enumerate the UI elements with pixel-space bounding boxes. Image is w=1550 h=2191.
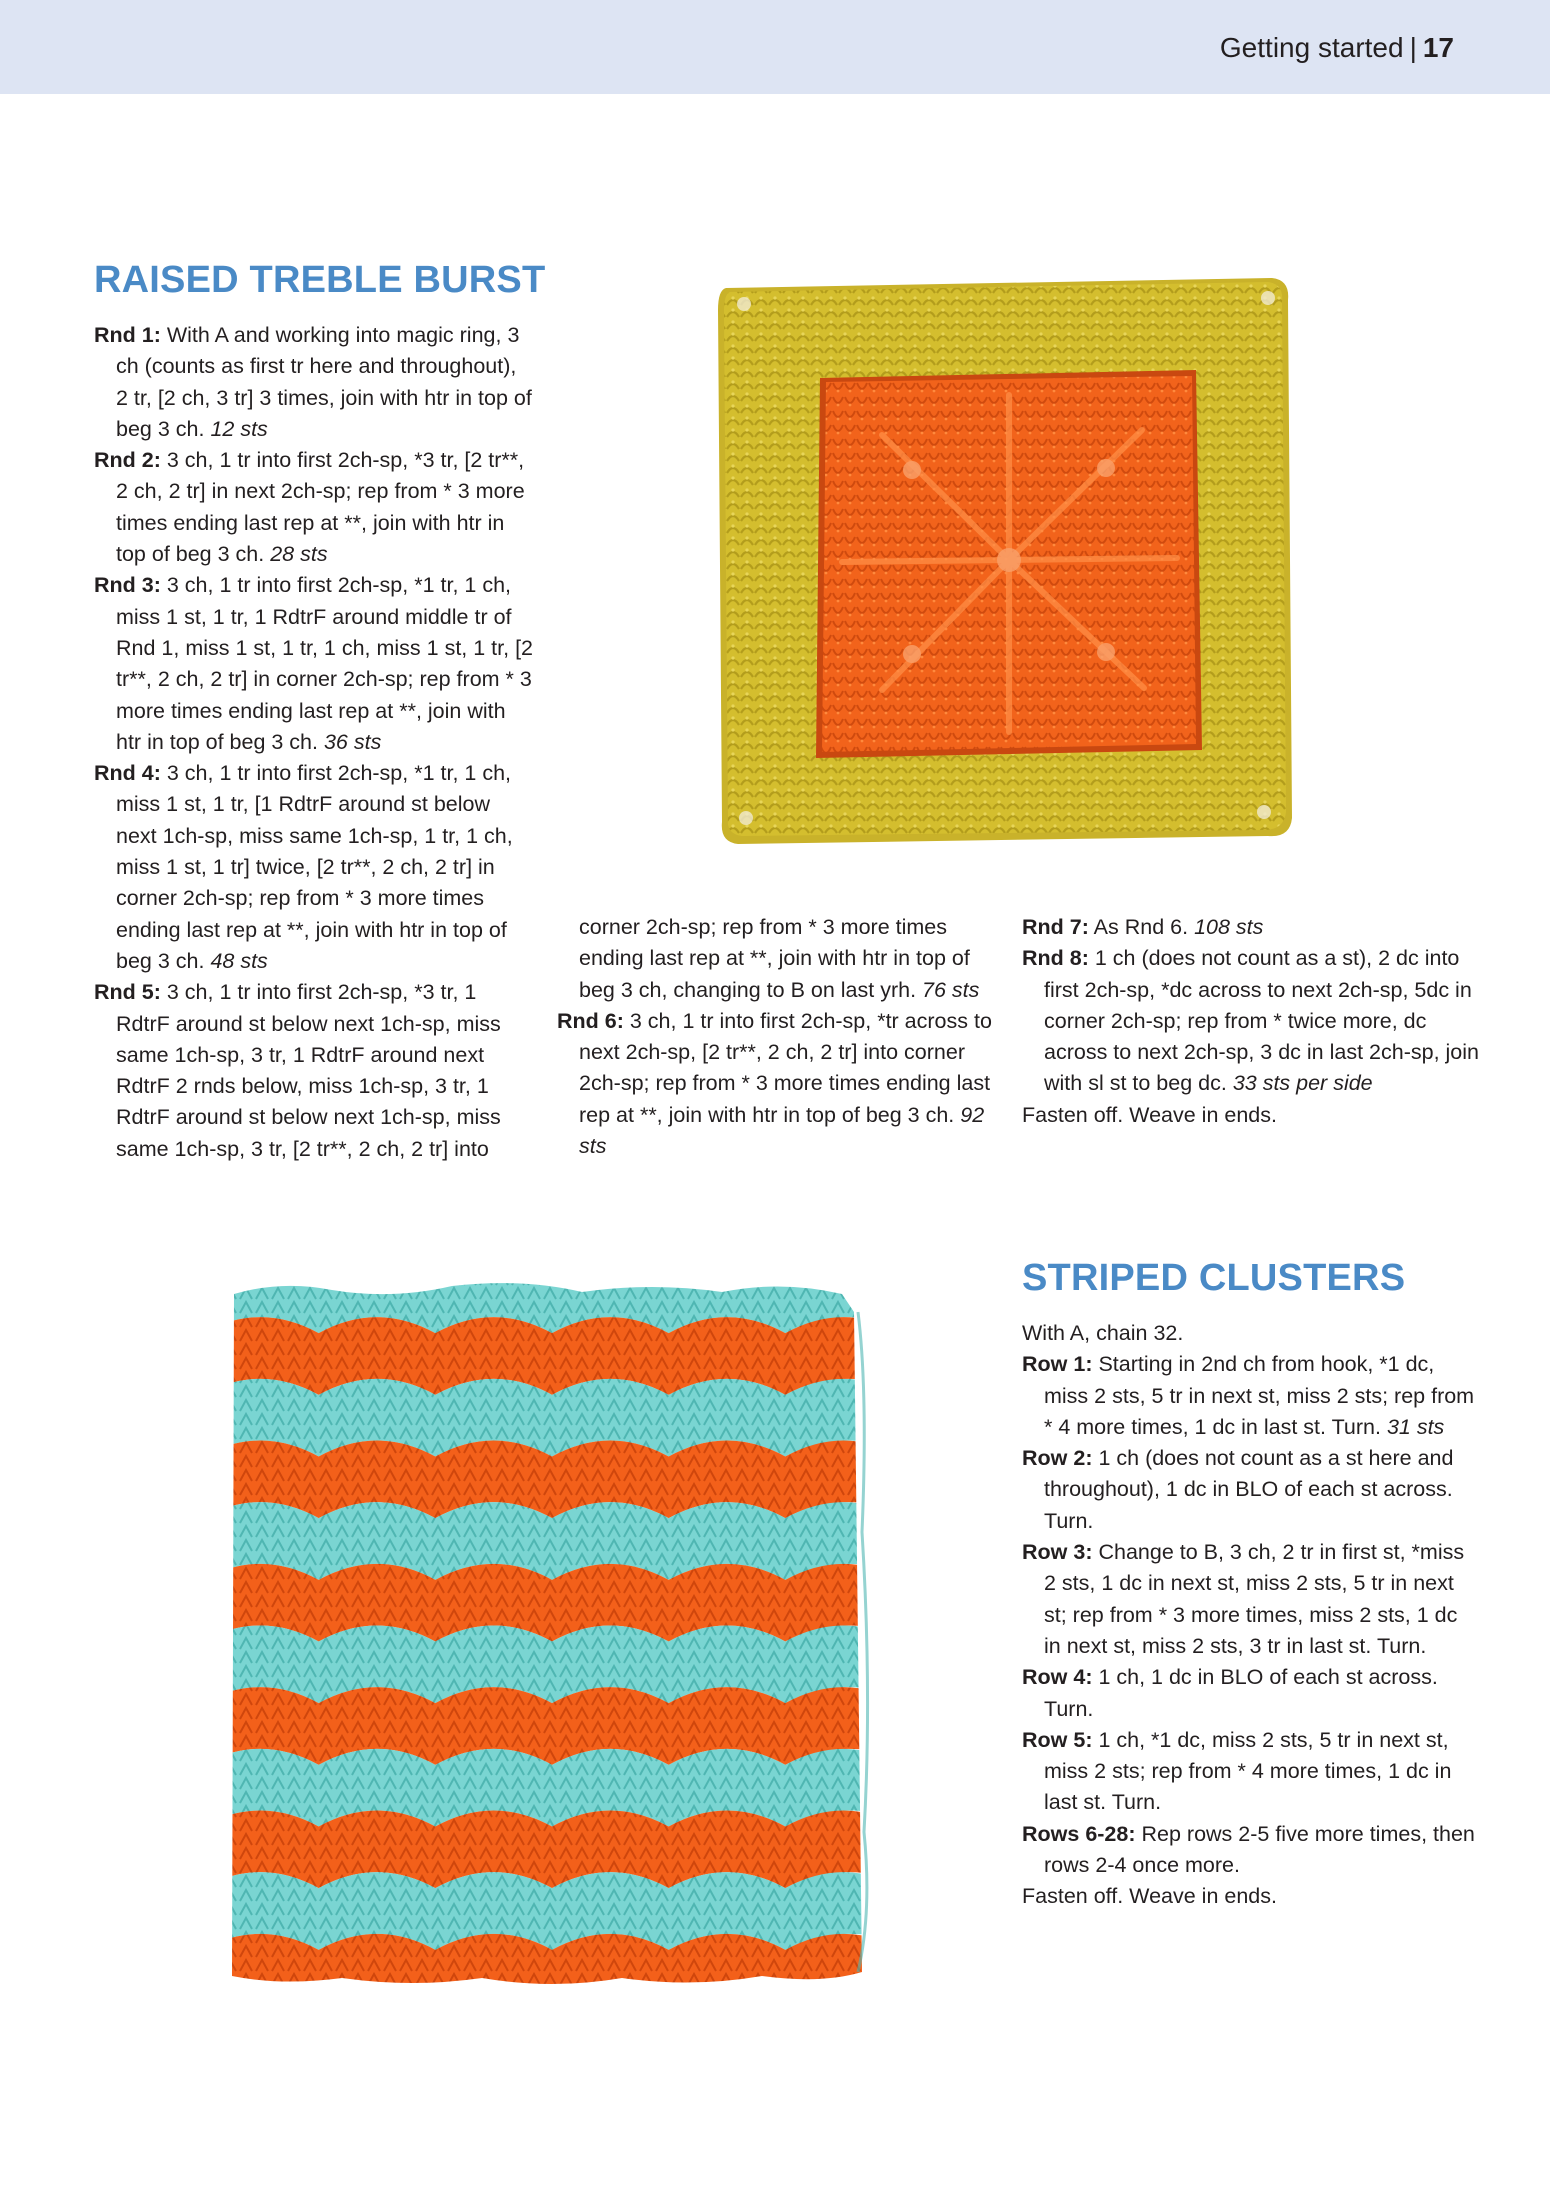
stripe-group <box>222 1272 876 2012</box>
striped-clusters-heading: STRIPED CLUSTERS <box>1022 1257 1406 1299</box>
striped-fasten-off: Fasten off. Weave in ends. <box>1022 1884 1277 1909</box>
turquoise-stripe <box>222 1272 876 1333</box>
rnd-3: Rnd 3: 3 ch, 1 tr into first 2ch-sp, *1 tr, 1 ch, miss 1 st, 1 tr, 1 RdtrF around middle tr of Rnd 1, miss 1 st, 1 tr, 1 ch, miss 1 st, 1 tr, [2 tr**, 2 ch, 2 tr] in corner 2ch-sp; rep from * 3 more times ending last rep at **, join with htr in top of beg 3 ch. 36 sts <box>94 573 534 754</box>
rnd-5-continued: corner 2ch-sp; rep from * 3 more times ending last rep at **, join with htr in top of beg 3 ch, changing to B on last yrh. 76 sts <box>579 915 980 1002</box>
rnd-6: Rnd 6: 3 ch, 1 tr into first 2ch-sp, *tr across to next 2ch-sp, [2 tr**, 2 ch, 2 tr] into corner 2ch-sp; rep from * 3 more times ending last rep at **, join with htr in top of beg 3 ch. 92 sts <box>557 1008 992 1159</box>
raised-treble-burst-swatch-photo <box>712 270 1302 850</box>
rnd-2: Rnd 2: 3 ch, 1 tr into first 2ch-sp, *3 tr, [2 tr**, 2 ch, 2 tr] in next 2ch-sp; rep from * 3 more times ending last rep at **, join with htr in top of beg 3 ch. 28 sts <box>94 448 525 567</box>
raised-fasten-off: Fasten off. Weave in ends. <box>1022 1102 1277 1127</box>
raised-column-1 <box>94 320 534 1165</box>
row-4: Row 4: 1 ch, 1 dc in BLO of each st across. Turn. <box>1022 1665 1438 1721</box>
row-2: Row 2: 1 ch (does not count as a st here and throughout), 1 dc in BLO of each st across. Turn. <box>1022 1446 1454 1533</box>
running-header <box>0 0 1550 94</box>
running-header-text <box>1220 30 1454 66</box>
row-1: Row 1: Starting in 2nd ch from hook, *1 dc, miss 2 sts, 5 tr in next st, miss 2 sts; rep from * 4 more times, 1 dc in last st. Turn. 31 sts <box>1022 1352 1475 1439</box>
header-separator: | <box>1409 32 1417 63</box>
rnd-1: Rnd 1: With A and working into magic ring, 3 ch (counts as first tr here and throughout), 2 tr, [2 ch, 3 tr] 3 times, join with htr in top of beg 3 ch. 12 sts <box>94 323 532 441</box>
rnd-7: Rnd 7: As Rnd 6. 108 sts <box>1022 915 1264 939</box>
raised-column-3 <box>1022 912 1482 1131</box>
turquoise-stripe <box>222 1996 876 2013</box>
rows-6-28: Rows 6-28: Rep rows 2-5 five more times, then rows 2-4 once more. <box>1022 1821 1475 1878</box>
striped-clusters-swatch-photo <box>222 1272 876 2012</box>
section-title: Getting started <box>1219 32 1404 63</box>
row-5: Row 5: 1 ch, *1 dc, miss 2 sts, 5 tr in next st, miss 2 sts; rep from * 4 more times, 1 dc in last st. Turn. <box>1022 1727 1452 1815</box>
page-number: 17 <box>1422 32 1454 63</box>
row-3: Row 3: Change to B, 3 ch, 2 tr in first st, *miss 2 sts, 1 dc in next st, miss 2 sts, 5 tr in next st; rep from * 3 more times, miss 2 sts, 1 dc in next st, miss 2 sts, 3 tr in last st. Turn. <box>1022 1540 1465 1658</box>
raised-column-2 <box>557 912 992 1162</box>
striped-intro: With A, chain 32. <box>1022 1321 1184 1345</box>
striped-column <box>1022 1318 1477 1913</box>
rnd-8: Rnd 8: 1 ch (does not count as a st), 2 dc into first 2ch-sp, *dc across to next 2ch-sp, 5dc in corner 2ch-sp; rep from * twice more, dc across to next 2ch-sp, 3 dc in last 2ch-sp, join with sl st to beg dc. 33 sts per side <box>1022 946 1479 1096</box>
rnd-4: Rnd 4: 3 ch, 1 tr into first 2ch-sp, *1 tr, 1 ch, miss 1 st, 1 tr, [1 RdtrF around st below next 1ch-sp, miss same 1ch-sp, 1 tr, 1 ch, miss 1 st, 1 tr] twice, [2 tr**, 2 ch, 2 tr] in corner 2ch-sp; rep from * 3 more times ending last rep at **, join with htr in top of beg 3 ch. 48 sts <box>94 761 513 973</box>
rnd-5: Rnd 5: 3 ch, 1 tr into first 2ch-sp, *3 tr, 1 RdtrF around st below next 1ch-sp, miss same 1ch-sp, 3 tr, 1 RdtrF around next RdtrF 2 rnds below, miss 1ch-sp, 3 tr, 1 RdtrF around st below next 1ch-sp, miss same 1ch-sp, 3 tr, [2 tr**, 2 ch, 2 tr] into <box>94 980 501 1161</box>
raised-treble-burst-heading: RAISED TREBLE BURST <box>94 259 546 301</box>
